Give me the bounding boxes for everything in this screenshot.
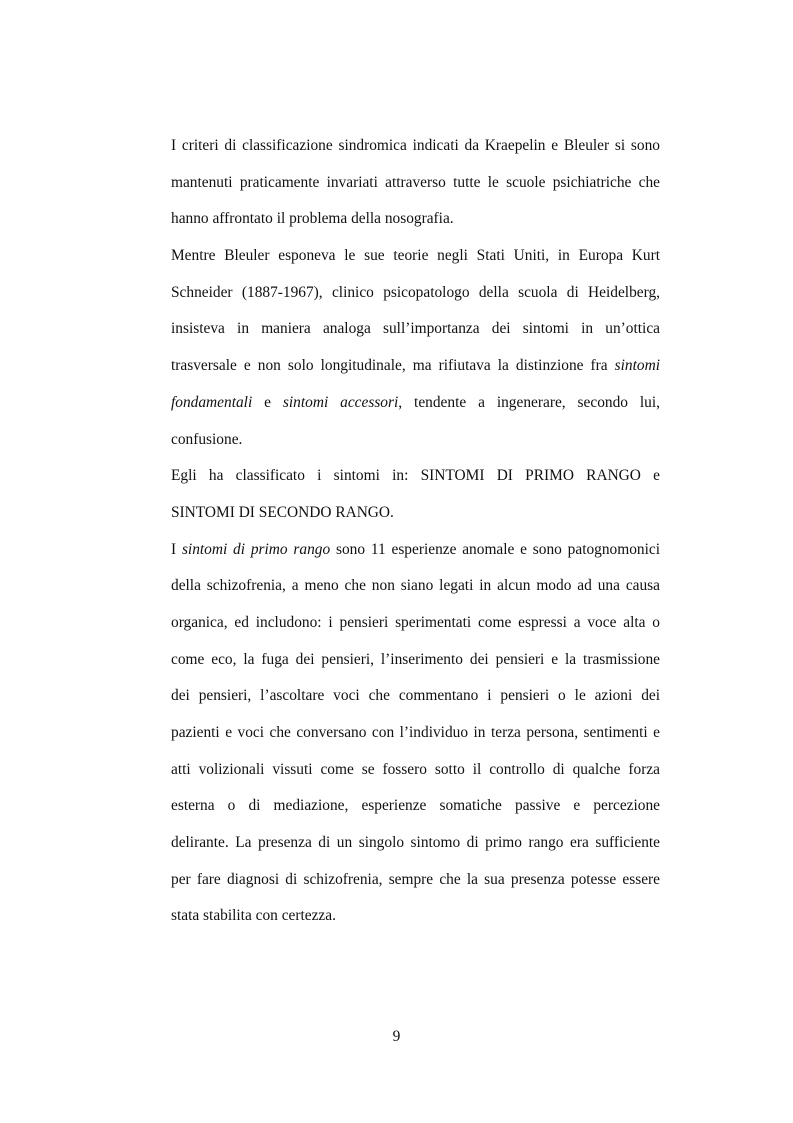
text-line <box>171 495 660 532</box>
italic-text-run: sintomi di primo rango <box>181 540 331 558</box>
paragraph <box>171 128 660 238</box>
text-line <box>171 201 660 238</box>
text-line <box>171 165 660 202</box>
text-run: esterna o di mediazione, esperienze somatiche passive e percezione <box>171 797 660 815</box>
text-run: e <box>252 393 283 411</box>
text-run: I <box>171 540 182 558</box>
text-line <box>171 898 660 935</box>
text-line <box>171 385 660 422</box>
text-run: delirante. La presenza di un singolo sintomo di primo rango era sufficiente <box>171 834 660 852</box>
text-line <box>171 752 660 789</box>
text-run: Mentre Bleuler esponeva le sue teorie negli Stati Uniti, in Europa Kurt <box>171 247 660 265</box>
document-body <box>171 128 660 935</box>
text-run: Schneider (1887-1967), clinico psicopatologo della scuola di Heidelberg, <box>171 283 660 301</box>
text-run: trasversale e non solo longitudinale, ma rifiutava la distinzione fra <box>171 357 615 375</box>
text-run: come eco, la fuga dei pensieri, l’inserimento dei pensieri e la trasmissione <box>171 650 660 668</box>
paragraph <box>171 458 660 531</box>
text-flow <box>171 128 660 935</box>
text-line <box>171 348 660 385</box>
text-line <box>171 715 660 752</box>
text-line <box>171 605 660 642</box>
text-line <box>171 642 660 679</box>
text-run: Egli ha classificato i sintomi in: SINTOMI DI PRIMO RANGO e <box>171 467 660 485</box>
text-line <box>171 568 660 605</box>
text-line <box>171 128 660 165</box>
text-run: confusione. <box>171 430 243 448</box>
text-run: SINTOMI DI SECONDO RANGO. <box>171 503 394 521</box>
text-run: organica, ed includono: i pensieri sperimentati come espressi a voce alta o <box>171 613 660 631</box>
page-number: 9 <box>392 1028 401 1045</box>
text-run: mantenuti praticamente invariati attraverso tutte le scuole psichiatriche che <box>171 173 660 191</box>
text-line <box>171 825 660 862</box>
text-line <box>171 422 660 459</box>
text-line <box>171 532 660 569</box>
text-run: I criteri di classificazione sindromica indicati da Kraepelin e Bleuler si sono <box>171 137 660 154</box>
text-run: insisteva in maniera analoga sull’importanza dei sintomi in un’ottica <box>171 320 660 338</box>
text-line <box>171 275 660 312</box>
text-run: della schizofrenia, a meno che non siano legati in alcun modo ad una causa <box>171 577 660 595</box>
text-line <box>171 678 660 715</box>
paragraph <box>171 238 660 458</box>
text-run: dei pensieri, l’ascoltare voci che commentano i pensieri o le azioni dei <box>171 687 660 705</box>
italic-text-run: fondamentali <box>171 393 253 411</box>
paragraph <box>171 532 660 936</box>
text-line <box>171 458 660 495</box>
text-run: per fare diagnosi di schizofrenia, sempre che la sua presenza potesse essere <box>171 870 660 888</box>
text-line <box>171 788 660 825</box>
text-run: pazienti e voci che conversano con l’individuo in terza persona, sentimenti e <box>171 724 660 741</box>
text-line <box>171 238 660 275</box>
text-line <box>171 862 660 899</box>
text-run: atti volizionali vissuti come se fossero sotto il controllo di qualche forza <box>171 760 660 778</box>
italic-text-run: sintomi accessori <box>282 393 399 411</box>
text-run: , tendente a ingenerare, secondo lui, <box>398 393 660 411</box>
text-run: sono 11 esperienze anomale e sono patognomonici <box>330 540 660 558</box>
text-line <box>171 311 660 348</box>
text-run: hanno affrontato il problema della nosografia. <box>171 210 454 228</box>
text-run: stata stabilita con certezza. <box>171 907 336 925</box>
italic-text-run: sintomi <box>614 357 660 375</box>
